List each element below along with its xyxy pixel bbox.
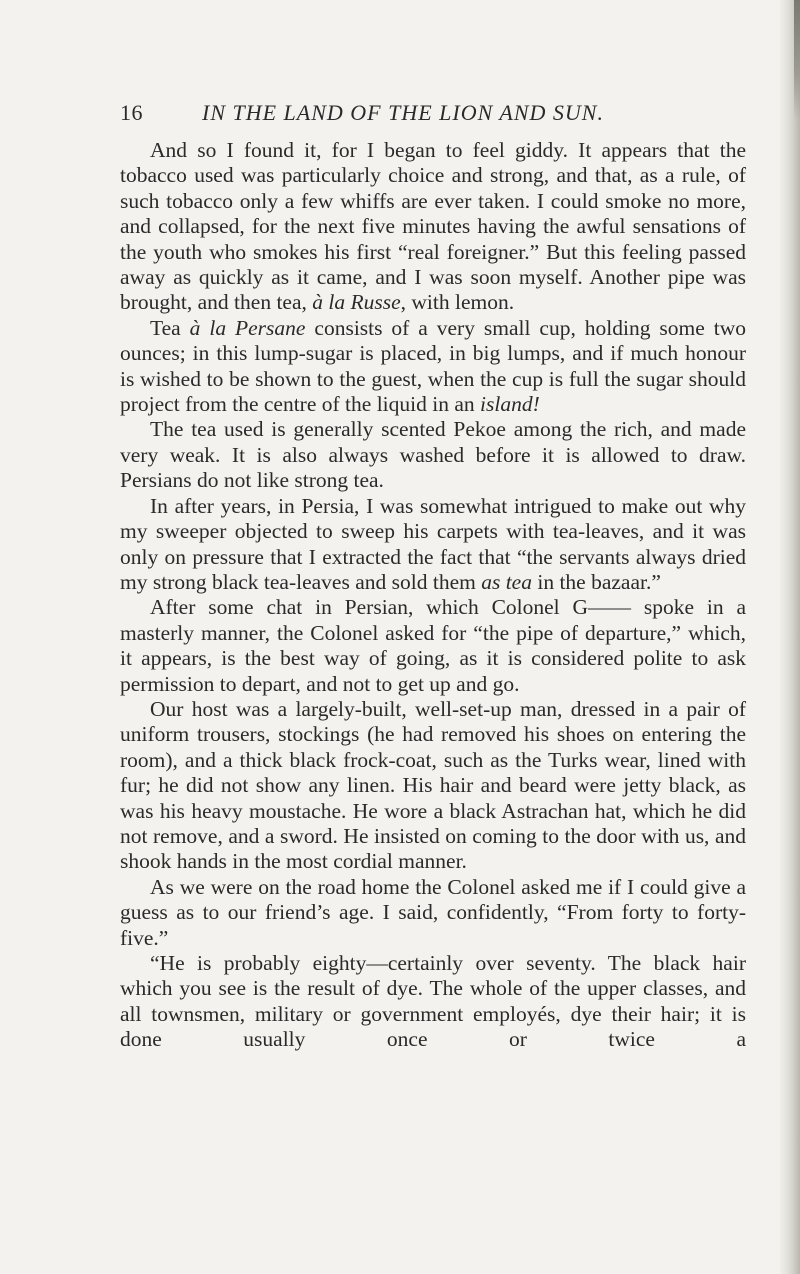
text-run: As we were on the road home the Colonel asked me if I could give a guess as to our friend’s age. I said, confidently, “From forty to forty-five.” xyxy=(120,874,746,950)
text-run: consists of a very small cup, holding some two ounces; in this lump-sugar is placed, in big lumps, and if much honour is wished to be shown to the guest, when the cup is full the sugar should project from the centre of the liquid in an xyxy=(120,315,746,417)
text-run: The tea used is generally scented Pekoe among the rich, and made very weak. It is also always washed before it is allowed to draw. Persians do not like strong tea. xyxy=(120,417,746,493)
paragraph xyxy=(120,417,746,493)
running-head xyxy=(120,100,680,130)
paragraph xyxy=(120,951,746,1053)
paragraph xyxy=(120,316,746,418)
paragraph xyxy=(120,697,746,875)
text-run: After some chat in Persian, which Colonel G—— spoke in a masterly manner, the Colonel asked for “the pipe of departure,” which, it appears, is the best way of going, as it is considered polite to ask permission to depart, and not to get up and go. xyxy=(120,595,746,696)
text-run: “He is probably eighty—certainly over seventy. The black hair which you see is the result of dye. The whole of the upper classes, and all townsmen, military or government employés, dye their hair; it is done usually once or twice a xyxy=(120,951,746,1052)
text-run: , with lemon. xyxy=(400,290,515,315)
paragraph xyxy=(120,875,746,951)
italic-text: à la Persane xyxy=(189,315,306,340)
text-run: in the bazaar.” xyxy=(531,569,661,594)
italic-text: as tea xyxy=(481,569,532,594)
body-text xyxy=(120,138,746,1053)
paragraph xyxy=(120,595,746,697)
page-edge-shadow xyxy=(780,0,800,1274)
text-run: Our host was a largely-built, well-set-up man, dressed in a pair of uniform trousers, stockings (he had removed his shoes on entering the room), and a thick black frock-coat, such as the Turks wear, lined with fur; he did not show any linen. His hair and beard were jetty black, as was his heavy moustache. He wore a black Astrachan hat, which he did not remove, and a sword. He insisted on coming to the door with us, and shook hands in the most cordial manner. xyxy=(120,696,746,874)
page-number: 16 xyxy=(120,100,143,125)
paragraph xyxy=(120,138,746,316)
text-run: And so I found it, for I began to feel giddy. It appears that the tobacco used was particularly choice and strong, and that, as a rule, of such tobacco only a few whiffs are ever taken. I could smoke no more, and collapsed, for the next five minutes having the awful sensations of the youth who smokes his first “real foreigner.” But this feeling passed away as quickly as it came, and I was soon myself. Another pipe was brought, and then tea, xyxy=(120,138,746,315)
running-head-title: IN THE LAND OF THE LION AND SUN. xyxy=(202,100,604,125)
paragraph xyxy=(120,494,746,596)
page-edge-binding xyxy=(794,0,800,120)
text-run: In after years, in Persia, I was somewhat intrigued to make out why my sweeper objected to sweep his carpets with tea-leaves, and it was only on pressure that I extracted the fact that “the servants always dried my strong black tea-leaves and sold them xyxy=(120,493,746,594)
italic-text: à la Russe xyxy=(312,290,401,315)
italic-text: island! xyxy=(480,392,540,417)
text-run: Tea xyxy=(150,315,190,340)
